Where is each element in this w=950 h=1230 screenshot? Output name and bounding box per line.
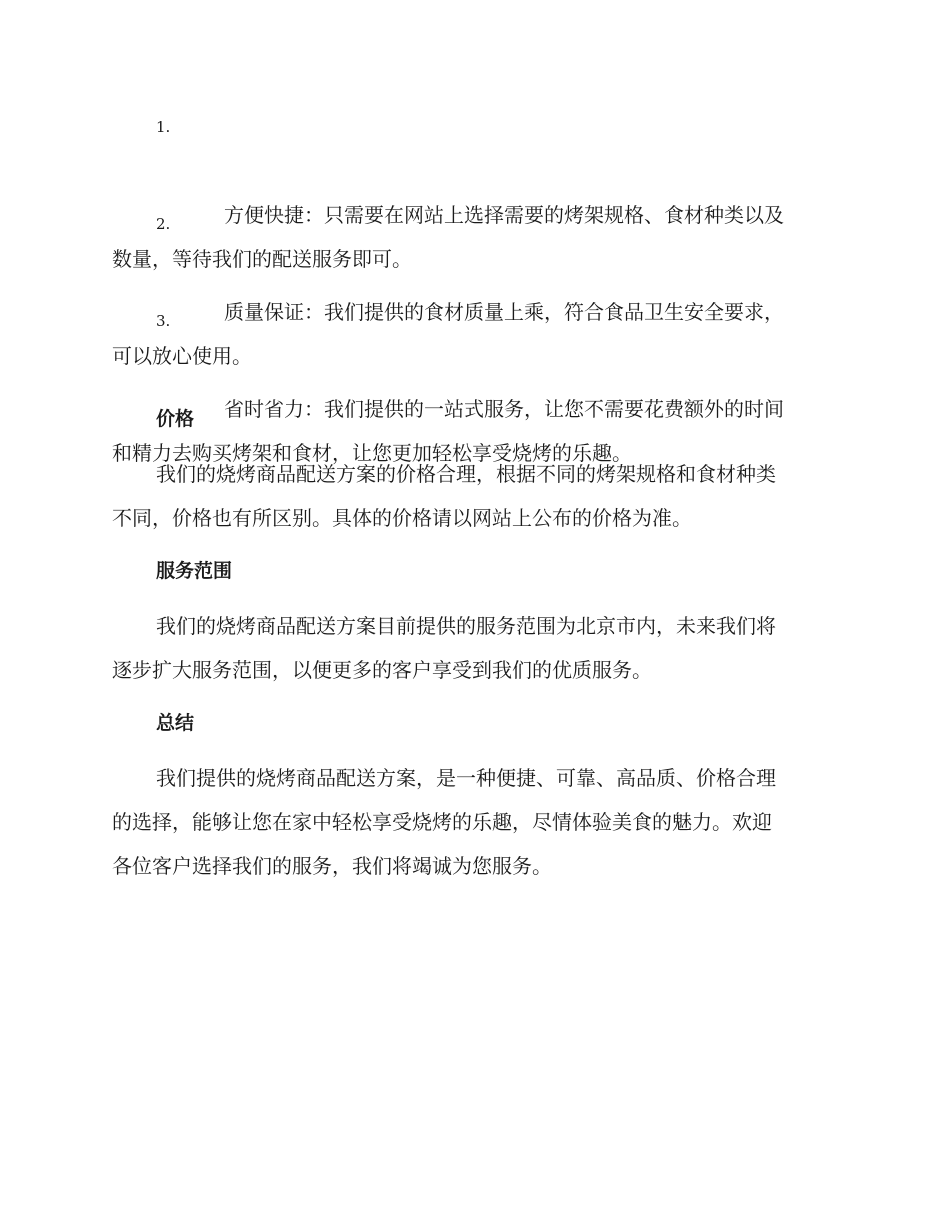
list-number: 2. bbox=[156, 215, 171, 233]
section-heading-summary: 总结 bbox=[156, 712, 195, 734]
section-heading-price: 价格 bbox=[156, 408, 195, 430]
list-item-text: 方便快捷：只需要在网站上选择需要的烤架规格、食材种类以及 数量，等待我们的配送服务即可。 bbox=[112, 203, 784, 271]
section-body-summary: 我们提供的烧烤商品配送方案，是一种便捷、可靠、高品质、价格合理 的选择，能够让您在家中轻松享受烧烤的乐趣，尽情体验美食的魅力。欢迎 各位客户选择我们的服务，我们将竭诚为您服务。 bbox=[112, 766, 776, 878]
list-item-text: 质量保证：我们提供的食材质量上乘，符合食品卫生安全要求， 可以放心使用。 bbox=[112, 300, 784, 368]
list-item-text: 省时省力：我们提供的一站式服务，让您不需要花费额外的时间 和精力去购买烤架和食材，让您更加轻松享受烧烤的乐趣。 bbox=[112, 397, 784, 465]
list-number: 3. bbox=[156, 312, 171, 330]
section-body-price: 我们的烧烤商品配送方案的价格合理，根据不同的烤架规格和食材种类 不同，价格也有所区别。具体的价格请以网站上公布的价格为准。 bbox=[112, 462, 776, 530]
section-heading-service-area: 服务范围 bbox=[156, 560, 233, 582]
list-number: 1. bbox=[156, 118, 171, 136]
section-body-service-area: 我们的烧烤商品配送方案目前提供的服务范围为北京市内，未来我们将 逐步扩大服务范围，以便更多的客户享受到我们的优质服务。 bbox=[112, 614, 776, 682]
